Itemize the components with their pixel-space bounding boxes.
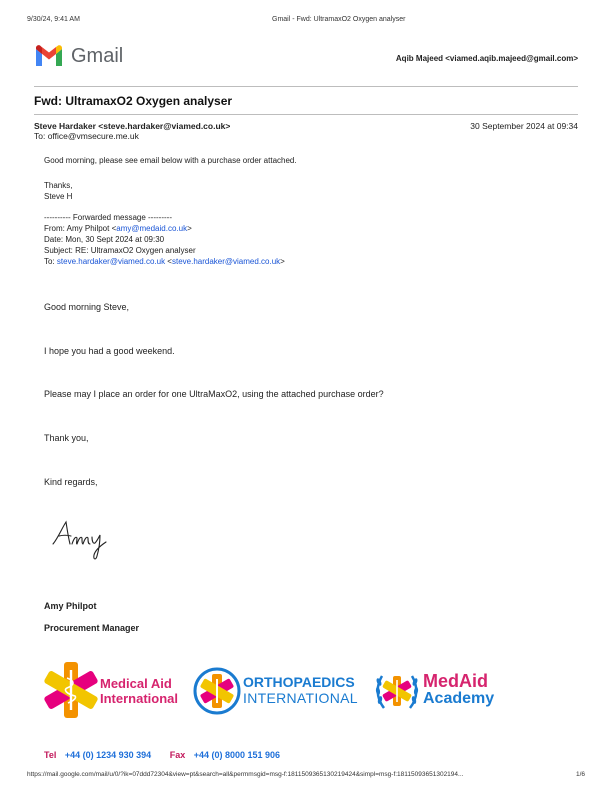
- print-footer-url: https://mail.google.com/mail/u/0/?ik=07ddd72304&view=pt&search=all&permmsgid=msg-f:1811509365130219424&simpl=msg-f:18115093651302194...: [27, 771, 464, 778]
- logo-orthopaedics: [243, 674, 358, 706]
- medaid-academy-laurel-icon: [372, 666, 422, 716]
- forwarded-to: [44, 257, 285, 268]
- sender-text: Steve Hardaker <steve.hardaker@viamed.co.uk>: [34, 121, 231, 131]
- logo3-line1: MedAid: [423, 671, 488, 691]
- account-email: Aqib Majeed <viamed.aqib.majeed@gmail.com>: [395, 54, 578, 63]
- signature-name: Amy Philpot: [44, 601, 97, 611]
- logo2-line2: INTERNATIONAL: [243, 690, 358, 706]
- to-mid: <: [165, 257, 172, 266]
- logo1-line1: Medical Aid: [100, 676, 172, 691]
- from-email-link[interactable]: amy@medaid.co.uk: [116, 224, 188, 233]
- forwarded-divider: ---------- Forwarded message ---------: [44, 213, 172, 222]
- email-date: 30 September 2024 at 09:34: [470, 121, 578, 131]
- forwarded-subject: Subject: RE: UltramaxO2 Oxygen analyser: [44, 246, 196, 255]
- logo1-line2: International: [100, 691, 179, 706]
- divider-top: [34, 86, 578, 87]
- medical-aid-star-icon: [42, 661, 100, 719]
- gmail-wordmark: Gmail: [71, 45, 124, 67]
- fax-number: +44 (0) 8000 151 906: [193, 750, 281, 760]
- logo3-line2: Academy: [423, 690, 495, 707]
- body-line-2: I hope you had a good weekend.: [44, 346, 175, 356]
- sender: [34, 121, 230, 131]
- signature-title: Procurement Manager: [44, 623, 140, 633]
- from-prefix: From: Amy Philpot <: [44, 224, 117, 233]
- handwritten-signature: [50, 514, 120, 562]
- fax-label: Fax: [169, 750, 186, 760]
- to-suffix: >: [280, 257, 285, 266]
- forwarded-from: [44, 224, 192, 235]
- logo-medaid-academy: [423, 672, 494, 708]
- to-prefix: To:: [44, 257, 57, 266]
- tel-label: Tel: [44, 750, 57, 760]
- divider-subject: [34, 114, 578, 115]
- signoff-text: Steve H: [44, 192, 73, 201]
- tel-number[interactable]: +44 (0) 1234 930 394: [64, 750, 152, 760]
- to-email-link-1[interactable]: steve.hardaker@viamed.co.uk: [56, 257, 166, 266]
- body-line-3: Please may I place an order for one UltraMaxO2, using the attached purchase order?: [44, 389, 384, 399]
- forwarded-date: Date: Mon, 30 Sept 2024 at 09:30: [44, 235, 165, 244]
- contact-line: [44, 750, 280, 760]
- print-title: Gmail - Fwd: UltramaxO2 Oxygen analyser: [272, 16, 406, 23]
- orthopaedics-globe-icon: [193, 667, 241, 715]
- print-page-number: 1/6: [575, 771, 585, 778]
- body-line-4: Thank you,: [44, 433, 89, 443]
- from-suffix: >: [187, 224, 192, 233]
- email-subject: Fwd: UltramaxO2 Oxygen analyser: [34, 94, 233, 108]
- gmail-logo-icon: [34, 44, 64, 68]
- body-line-5: Kind regards,: [44, 477, 98, 487]
- recipient: To: office@vmsecure.me.uk: [34, 131, 139, 141]
- to-email-link-2[interactable]: steve.hardaker@viamed.co.uk: [171, 257, 281, 266]
- thanks-text: Thanks,: [44, 181, 73, 190]
- logo-medical-aid: [100, 676, 178, 706]
- logo2-line1: ORTHOPAEDICS: [243, 674, 355, 690]
- print-datetime: 9/30/24, 9:41 AM: [27, 16, 80, 23]
- greeting-text: Good morning, please see email below with a purchase order attached.: [44, 156, 297, 165]
- body-line-1: Good morning Steve,: [44, 302, 130, 312]
